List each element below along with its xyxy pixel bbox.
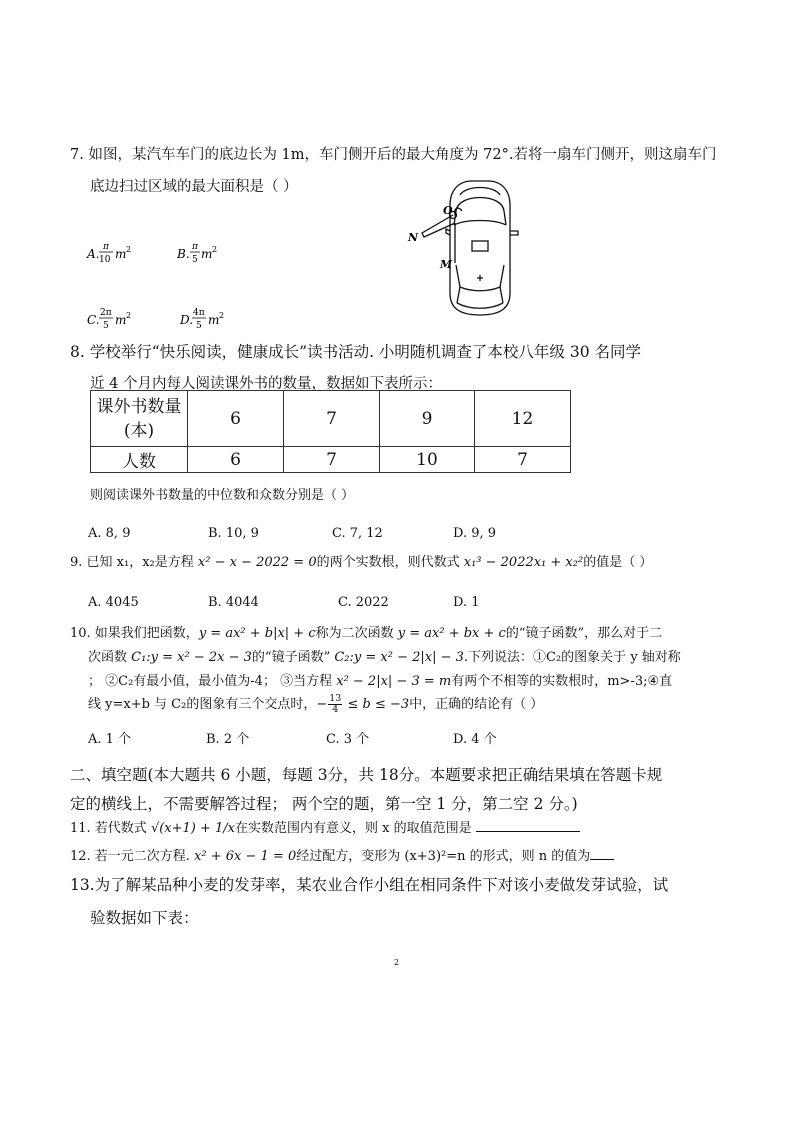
- q10-text: 中，正确的结论有（ ）: [409, 697, 544, 712]
- svg-text:10: 10: [99, 255, 111, 265]
- svg-text:5: 5: [103, 321, 109, 331]
- svg-text:m: m: [201, 247, 213, 261]
- q10-equation: x² − 2|x| − 3 = m: [336, 674, 452, 689]
- label-m: M: [440, 258, 453, 271]
- table-header-people: 人数: [91, 447, 188, 473]
- q10-text: 的“镜子函数”: [251, 650, 335, 665]
- q10-c2-eq: C₂:y = x² − 2|x| − 3: [334, 650, 464, 665]
- q10-text: 有两个不相等的实数根时，m>-3;④直: [451, 674, 673, 689]
- q10-fraction: [328, 694, 342, 715]
- svg-text:m: m: [208, 313, 220, 327]
- q9-text-c: 的值是（ ）: [583, 555, 653, 570]
- q10-option-b: B. 2 个: [206, 732, 250, 747]
- q10-text: 的“镜子函数”，那么对于二: [505, 626, 663, 641]
- q9-line: [70, 551, 652, 570]
- q12-line: [70, 845, 614, 864]
- q11-text-b: 在实数范围内有意义，则 x 的取值范围是: [235, 821, 476, 836]
- q10-text: 10. 如果我们把函数，: [70, 626, 199, 641]
- section2-heading-line2: 定的横线上，不需要解答过程； 两个空的题，第一空 1 分，第二空 2 分。): [70, 795, 578, 813]
- q8-line2: 近 4 个月内每人阅读课外书的数量，数据如下表所示：: [90, 376, 442, 392]
- table-cell: 7: [475, 447, 571, 473]
- table-row-books: [91, 391, 571, 447]
- q10-c1-eq: C₁:y = x² − 2x − 3: [131, 650, 252, 665]
- q10-quadratic-eq: y = ax² + bx + c: [397, 626, 506, 641]
- q10-text: ； ②C₂有最小值，最小值为-4； ③当方程: [88, 674, 337, 689]
- q7-option-b: [175, 236, 275, 268]
- q11-line: [70, 817, 580, 836]
- q9-option-b: B. 4044: [208, 595, 259, 610]
- q10-inequality: ≤ b ≤ −3: [343, 697, 410, 712]
- q8-option-a: A. 8, 9: [88, 526, 131, 541]
- svg-text:2: 2: [126, 311, 132, 320]
- q7-option-d: [178, 302, 278, 334]
- q10-mirror-eq: y = ax² + b|x| + c: [198, 626, 316, 641]
- q10-line3: [88, 670, 672, 689]
- q8-line1: 8. 学校举行“快乐阅读，健康成长”读书活动. 小明随机调查了本校八年级 30 名同学: [70, 343, 641, 361]
- table-row-people: [91, 447, 571, 473]
- q10-text: 次函数: [88, 650, 132, 665]
- label-o: O: [443, 204, 453, 217]
- q10-option-d: D. 4 个: [453, 732, 497, 747]
- q9-expression: x₁³ − 2022x₁ + x₂²: [463, 555, 584, 570]
- q12-equation: x² + 6x − 1 = 0: [194, 849, 297, 864]
- q12-text-b: 经过配方，变形为 (x+3)²=n 的形式，则 n 的值为: [296, 849, 591, 864]
- q10-line4: [88, 693, 543, 715]
- label-n: N: [408, 231, 419, 244]
- q8-question: 则阅读课外书数量的中位数和众数分别是（ ）: [90, 488, 355, 503]
- q8-option-b: B. 10, 9: [208, 526, 259, 541]
- q9-text-b: 的两个实数根，则代数式: [316, 555, 464, 570]
- svg-text:A.: A.: [87, 247, 100, 261]
- q9-option-a: A. 4045: [88, 595, 139, 610]
- q7-line2: 底边扫过区域的最大面积是（ ）: [90, 179, 298, 195]
- svg-text:2π: 2π: [100, 308, 112, 318]
- q9-option-c: C. 2022: [338, 595, 389, 610]
- q11-text-a: 11. 若代数式: [70, 821, 151, 836]
- table-cell: 7: [284, 447, 380, 473]
- q8-option-c: C. 7, 12: [332, 526, 383, 541]
- q10-text: .下列说法：①C₂的图象关于 y 轴对称: [463, 650, 681, 665]
- page-number: 2: [394, 958, 400, 967]
- svg-text:2: 2: [212, 245, 218, 254]
- svg-text:B.: B.: [177, 247, 190, 261]
- fraction-numerator: 13: [329, 693, 342, 704]
- fraction-denominator: 4: [332, 704, 339, 715]
- header-books-unit: (本): [123, 420, 155, 441]
- svg-text:5: 5: [192, 255, 198, 265]
- q12-text-a: 12. 若一元二次方程.: [70, 849, 195, 864]
- q10-option-c: C. 3 个: [326, 732, 370, 747]
- svg-text:m: m: [115, 247, 127, 261]
- q13-line2: 验数据如下表：: [90, 909, 199, 927]
- table-cell: 9: [380, 391, 475, 447]
- svg-text:C.: C.: [87, 313, 100, 327]
- svg-text:4π: 4π: [193, 308, 205, 318]
- svg-text:D.: D.: [180, 313, 194, 327]
- section2-heading-line1: 二、填空题(本大题共 6 小题，每题 3分，共 18分。本题要求把正确结果填在答题卡规: [70, 766, 663, 784]
- q11-expression: √(x+1) + 1/x: [150, 821, 236, 836]
- q9-equation: x² − x − 2022 = 0: [197, 555, 317, 570]
- svg-text:π: π: [192, 242, 198, 252]
- q13-line1: 13.为了解某品种小麦的发芽率，某农业合作小组在相同条件下对该小麦做发芽试验，试: [70, 876, 669, 894]
- svg-text:5: 5: [196, 321, 202, 331]
- q10-text: 线 y=x+b 与 C₂的图象有三个交点时，: [88, 697, 317, 712]
- svg-text:π: π: [103, 242, 109, 252]
- table-cell: 7: [284, 391, 380, 447]
- car-door-figure: [400, 175, 530, 320]
- book-count-table: [90, 390, 571, 473]
- table-cell: 10: [380, 447, 475, 473]
- q10-line2: [88, 646, 681, 665]
- table-cell: 12: [475, 391, 571, 447]
- svg-text:m: m: [115, 313, 127, 327]
- q9-option-d: D. 1: [453, 595, 480, 610]
- table-cell: 6: [188, 447, 284, 473]
- q10-line1: [70, 622, 662, 641]
- q12-answer-blank[interactable]: [590, 859, 614, 860]
- table-header-books: [91, 391, 188, 447]
- q9-text-a: 9. 已知 x₁，x₂是方程: [70, 555, 198, 570]
- q11-answer-blank[interactable]: [476, 831, 580, 832]
- q10-minus: −: [316, 697, 328, 712]
- q7-option-c: [85, 302, 185, 334]
- q8-option-d: D. 9, 9: [453, 526, 497, 541]
- svg-text:2: 2: [126, 245, 132, 254]
- q7-line1: 7. 如图，某汽车车门的底边长为 1m，车门侧开后的最大角度为 72°.若将一扇车门侧开，则这扇车门: [70, 147, 717, 163]
- q10-text: 称为二次函数: [315, 626, 398, 641]
- header-books-text: 课外书数量: [96, 396, 182, 417]
- q10-option-a: A. 1 个: [88, 732, 132, 747]
- svg-text:2: 2: [219, 311, 225, 320]
- table-cell: 6: [188, 391, 284, 447]
